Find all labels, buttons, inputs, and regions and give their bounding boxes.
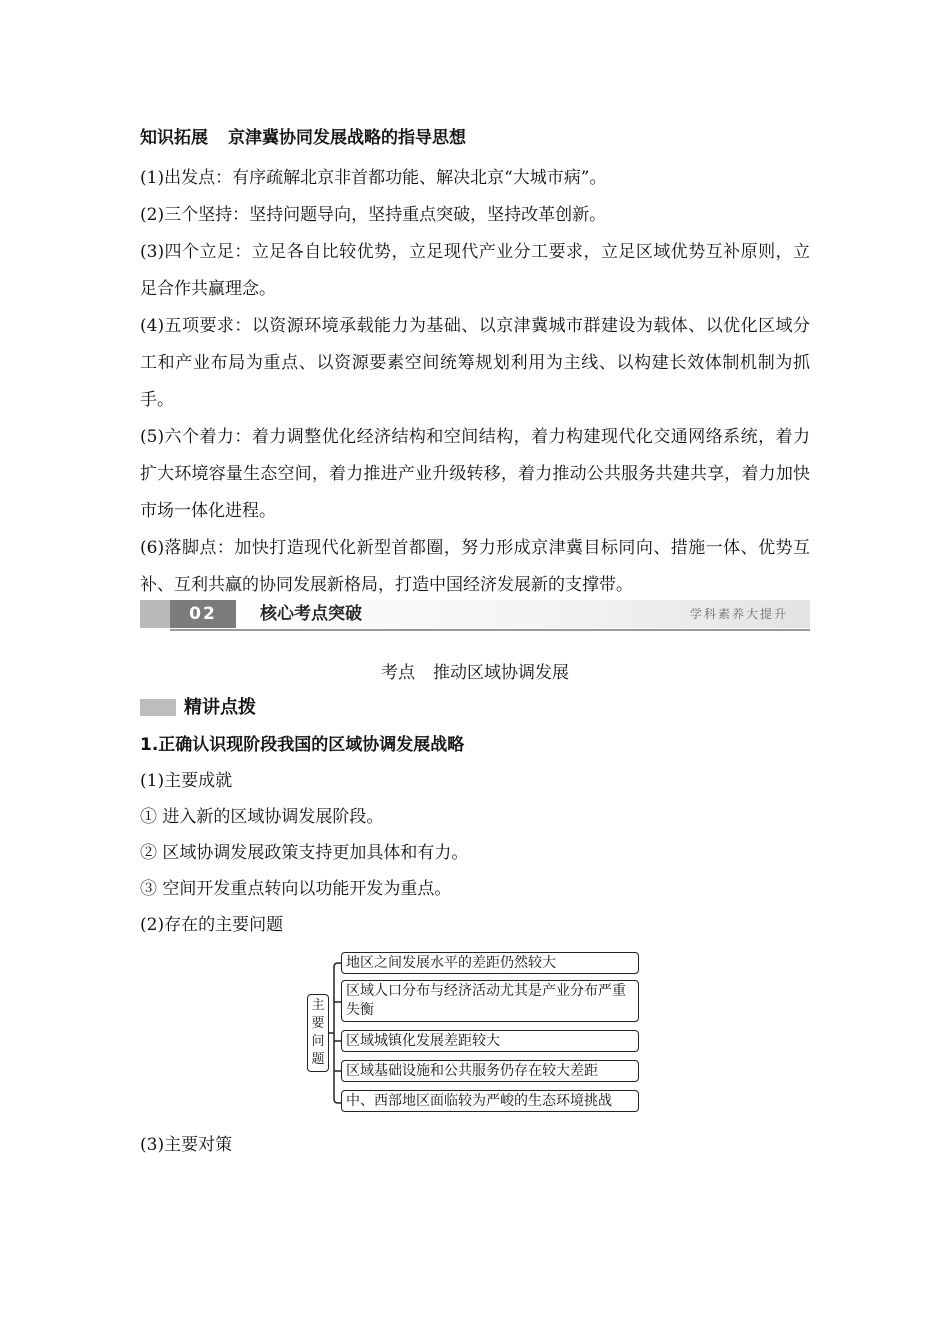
banner-title: 核心考点突破	[260, 604, 362, 624]
problems-diagram	[300, 948, 645, 1118]
kaodian-label: 考点	[381, 663, 415, 683]
jingjiang-marker	[140, 699, 176, 716]
root-char: 要	[311, 1016, 325, 1031]
diagram-item: 区域城镇化发展差距较大	[341, 1030, 639, 1052]
diagram-item: 中、西部地区面临较为严峻的生态环境挑战	[341, 1090, 639, 1112]
knowledge-label: 知识拓展	[140, 128, 208, 148]
knowledge-title: 京津冀协同发展战略的指导思想	[228, 128, 466, 148]
subheading-problems: (2)存在的主要问题	[140, 915, 284, 935]
jingjiang-label: 精讲点拨	[184, 697, 256, 718]
section-banner	[140, 600, 810, 632]
banner-divider	[170, 629, 810, 631]
root-char: 题	[311, 1052, 325, 1067]
kaodian-heading	[0, 660, 950, 686]
banner-accent	[140, 600, 170, 628]
knowledge-paragraph: (2)三个坚持：坚持问题导向，坚持重点突破，坚持改革创新。	[140, 205, 607, 225]
diagram-item: 地区之间发展水平的差距仍然较大	[341, 952, 639, 974]
banner-subtitle: 学科素养大提升	[689, 607, 788, 621]
root-char: 问	[311, 1034, 325, 1049]
knowledge-heading	[140, 126, 466, 150]
diagram-item: 区域人口分布与经济活动尤其是产业分布严重失衡	[341, 980, 639, 1022]
knowledge-paragraph: (5)六个着力：着力调整优化经济结构和空间结构，着力构建现代化交通网络系统，着力扩大环境容量生态空间，着力推进产业升级转移，着力推动公共服务共建共享，着力加快市场一体化进程。	[140, 427, 810, 521]
achievement-item: ③ 空间开发重点转向以功能开发为重点。	[140, 879, 452, 899]
subheading-achievements: (1)主要成就	[140, 771, 233, 791]
section1-title: 1.正确认识现阶段我国的区域协调发展战略	[140, 735, 465, 755]
knowledge-paragraph: (1)出发点：有序疏解北京非首都功能、解决北京“大城市病”。	[140, 168, 607, 188]
banner-number: 02	[170, 600, 236, 628]
diagram-item: 区域基础设施和公共服务仍存在较大差距	[341, 1060, 639, 1082]
knowledge-paragraph: (3)四个立足：立足各自比较优势，立足现代产业分工要求，立足区域优势互补原则，立足合作共赢理念。	[140, 242, 810, 299]
root-char: 主	[311, 998, 325, 1013]
knowledge-paragraph: (6)落脚点：加快打造现代化新型首都圈，努力形成京津冀目标同向、措施一体、优势互补、互利共赢的协同发展新格局，打造中国经济发展新的支撑带。	[140, 538, 810, 595]
knowledge-body	[140, 160, 810, 604]
achievement-item: ① 进入新的区域协调发展阶段。	[140, 807, 384, 827]
subheading-measures: (3)主要对策	[140, 1135, 233, 1155]
knowledge-paragraph: (4)五项要求：以资源环境承载能力为基础、以京津冀城市群建设为载体、以优化区域分工和产业布局为重点、以资源要素空间统筹规划利用为主线、以构建长效体制机制为抓手。	[140, 316, 810, 410]
achievement-item: ② 区域协调发展政策支持更加具体和有力。	[140, 843, 469, 863]
diagram-root	[307, 994, 329, 1072]
kaodian-title: 推动区域协调发展	[433, 663, 569, 683]
